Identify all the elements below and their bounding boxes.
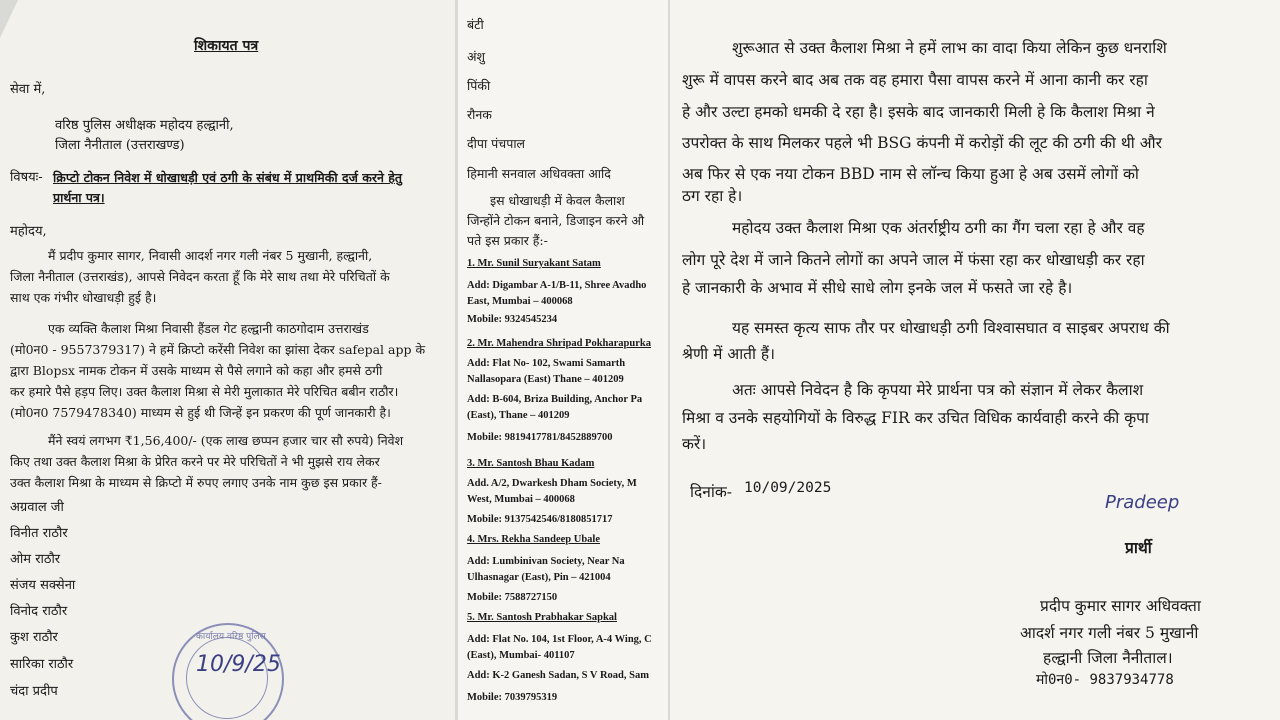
person-detail: Add: B-604, Briza Building, Anchor Pa — [467, 394, 643, 405]
person-name: 1. Mr. Sunil Suryakant Satam — [467, 258, 601, 269]
para3-line: उक्त कैलाश मिश्रा के माध्यम से क्रिप्टो में रुपए लगाए उनके नाम कुछ इस प्रकार हैं- — [10, 475, 382, 490]
applicant-label: प्रार्थी — [1125, 538, 1152, 557]
investor-name: अग्रवाल जी — [10, 500, 64, 515]
subject-label: विषयः- — [10, 170, 43, 185]
investor-name: ओम राठौर — [10, 552, 61, 567]
person-detail: West, Mumbai – 400068 — [467, 494, 575, 505]
para2-line: लोग पूरे देश में जाने कितने लोगों का अपने जाल में फंसा रहा कर धोखाधड़ी कर रहा — [682, 251, 1145, 269]
addressee-line-2: जिला नैनीताल (उत्तराखण्ड) — [55, 138, 185, 153]
stamp-text: कार्यालय वरिष्ठ पुलिस — [196, 632, 266, 642]
person-detail: East, Mumbai – 400068 — [467, 296, 573, 307]
person-detail: Nallasopara (East) Thane – 401209 — [467, 374, 624, 385]
para1-line: शुरूआत से उक्त कैलाश मिश्रा ने हमें लाभ का वादा किया लेकिन कुछ धनराशि — [732, 39, 1167, 57]
investor-name: कुश राठौर — [10, 630, 58, 645]
person-detail: Mobile: 9324545234 — [467, 314, 558, 325]
para3-line: किए तथा उक्त कैलाश मिश्रा के प्रेरित करने पर मेरे परिचितों ने भी मुझसे राय लेकर — [10, 454, 380, 469]
investor-name: विनीत राठौर — [10, 526, 68, 541]
person-detail: (East), Thane – 401209 — [467, 410, 570, 421]
para2-line: (मो0न0 7579478340) माध्यम से हुई थी जिन्हें इन प्रकरण की पूर्ण जानकारी है। — [10, 405, 391, 420]
para2-line: (मो0न0 - 9557379317) ने हमें क्रिप्टो करेंसी निवेश का झांसा देकर safepal app के — [10, 342, 426, 357]
investor-name: संजय सक्सेना — [10, 578, 76, 593]
person-detail: Mobile: 9137542546/8180851717 — [467, 514, 613, 525]
letter-title: शिकायत पत्र — [194, 38, 259, 54]
accomplice-name: पिंकी — [467, 78, 491, 93]
para1-line: ठग रहा हे। — [682, 187, 743, 205]
letter-page-3 — [670, 0, 1280, 720]
person-detail: Add. A/2, Dwarkesh Dham Society, M — [467, 478, 637, 489]
letter-page-1 — [0, 0, 455, 720]
person-detail: Mobile: 7039795319 — [467, 692, 558, 703]
para1-line: उपरोक्त के साथ मिलकर पहले भी BSG कंपनी में करोड़ों की लूट की ठगी की थी और — [682, 134, 1162, 152]
stamp-date-handwriting: 10/9/25 — [196, 652, 281, 677]
person-name: 3. Mr. Santosh Bhau Kadam — [467, 458, 595, 469]
investor-name: विनोद राठौर — [10, 604, 68, 619]
investor-name: सारिका राठौर — [10, 657, 74, 672]
signature: Pradeep — [1105, 492, 1180, 513]
person-name: 2. Mr. Mahendra Shripad Pokharapurka — [467, 338, 651, 349]
subject-line-1: क्रिप्टो टोकन निवेश में धोखाधड़ी एवं ठगी के संबंध में प्राथमिकी दर्ज करने हेतु — [53, 170, 402, 185]
intro-line: इस धोखाधड़ी में केवल कैलाश — [490, 193, 625, 208]
para1-line: हे और उल्टा हमको धमकी दे रहा है। इसके बाद जानकारी मिली हे कि कैलाश मिश्रा ने — [682, 103, 1155, 121]
accomplice-name: बंटी — [467, 17, 484, 32]
para1-line: शुरू में वापस करने बाद अब तक वह हमारा पैसा वापस करने में आना कानी कर रहा — [682, 71, 1148, 89]
person-name: 4. Mrs. Rekha Sandeep Ubale — [467, 534, 601, 545]
person-detail: Add: Lumbinivan Society, Near Na — [467, 556, 625, 567]
para4-line: मिश्रा व उनके सहयोगियों के विरुद्ध FIR कर उचित विधिक कार्यवाही करने की कृपा — [682, 409, 1149, 427]
letter-page-2 — [458, 0, 668, 720]
folded-corner — [0, 0, 18, 38]
para2-line: महोदय उक्त कैलाश मिश्रा एक अंतर्राष्ट्रीय ठगी का गैंग चला रहा हे और वह — [732, 219, 1145, 237]
salutation-to: सेवा में, — [10, 82, 46, 97]
sender-mobile: मो0न0- 9837934778 — [1036, 672, 1174, 688]
intro-line: पते इस प्रकार हैं:- — [467, 233, 548, 248]
para1-line: जिला नैनीताल (उत्तराखंड), आपसे निवेदन करता हूँ कि मेरे साथ तथा मेरे परिचितों के — [10, 269, 390, 284]
para2-line: हे जानकारी के अभाव में सीधे साधे लोग इनके जल में फसते जा रहे है। — [682, 279, 1073, 297]
date-label: दिनांक- — [690, 483, 733, 501]
para2-line: एक व्यक्ति कैलाश मिश्रा निवासी हैंडल गेट हल्द्वानी काठगोदाम उत्तराखंड — [48, 321, 369, 336]
para2-line: कर हमारे पैसे हड़प लिए। उक्त कैलाश मिश्रा से मेरी मुलाकात मेरे परिचित बबीन राठौर। — [10, 384, 399, 399]
date-value: 10/09/2025 — [744, 480, 832, 496]
person-detail: Mobile: 7588727150 — [467, 592, 558, 603]
para3-line: श्रेणी में आती हैं। — [682, 345, 776, 363]
para3-line: यह समस्त कृत्य साफ तौर पर धोखाधड़ी ठगी विश्वासघात व साइबर अपराध की — [732, 319, 1170, 337]
subject-line-2: प्रार्थना पत्र। — [53, 190, 105, 205]
sender-name: प्रदीप कुमार सागर अधिवक्ता — [1040, 597, 1201, 615]
addressee-line-1: वरिष्ठ पुलिस अधीक्षक महोदय हल्द्वानी, — [55, 118, 234, 133]
para2-line: द्वारा Blopsx नामक टोकन में उसके माध्यम से पैसे लगाने को कहा और हमसे ठगी — [10, 363, 383, 378]
accomplice-name: अंशु — [467, 49, 486, 64]
person-name: 5. Mr. Santosh Prabhakar Sapkal — [467, 612, 617, 623]
para3-line: मैंने स्वयं लगभग ₹1,56,400/- (एक लाख छप्पन हजार चार सौ रुपये) निवेश — [48, 433, 404, 448]
para4-line: करें। — [682, 435, 707, 453]
greeting: महोदय, — [10, 224, 47, 239]
stamp-inner-ring — [186, 637, 268, 719]
person-detail: Add: Flat No. 104, 1st Floor, A-4 Wing, C — [467, 634, 652, 645]
para4-line: अतः आपसे निवेदन है कि कृपया मेरे प्रार्थना पत्र को संज्ञान में लेकर कैलाश — [732, 381, 1144, 399]
person-detail: (East), Mumbai- 401107 — [467, 650, 575, 661]
sender-address-line-1: आदर्श नगर गली नंबर 5 मुखानी — [1020, 624, 1199, 642]
person-detail: Ulhasnagar (East), Pin – 421004 — [467, 572, 611, 583]
person-detail: Add: Digambar A-1/B-11, Shree Avadho — [467, 280, 647, 291]
sender-address-line-2: हल्द्वानी जिला नैनीताल। — [1043, 649, 1173, 667]
para1-line: मैं प्रदीप कुमार सागर, निवासी आदर्श नगर गली नंबर 5 मुखानी, हल्द्वानी, — [48, 248, 373, 263]
person-detail: Add: K-2 Ganesh Sadan, S V Road, Sam — [467, 670, 649, 681]
investor-name: चंदा प्रदीप — [10, 684, 58, 699]
intro-line: जिन्होंने टोकन बनाने, डिजाइन करने औ — [467, 213, 645, 228]
para1-line: अब फिर से एक नया टोकन BBD नाम से लॉन्च किया हुआ हे अब उसमें लोगों को — [682, 165, 1139, 183]
accomplice-name: दीपा पंचपाल — [467, 136, 526, 151]
person-detail: Mobile: 9819417781/8452889700 — [467, 432, 613, 443]
person-detail: Add: Flat No- 102, Swami Samarth — [467, 358, 626, 369]
para1-line: साथ एक गंभीर धोखाधड़ी हुई है। — [10, 290, 157, 305]
accomplice-name: हिमानी सनवाल अधिवक्ता आदि — [467, 166, 611, 181]
accomplice-name: रौनक — [467, 107, 492, 122]
